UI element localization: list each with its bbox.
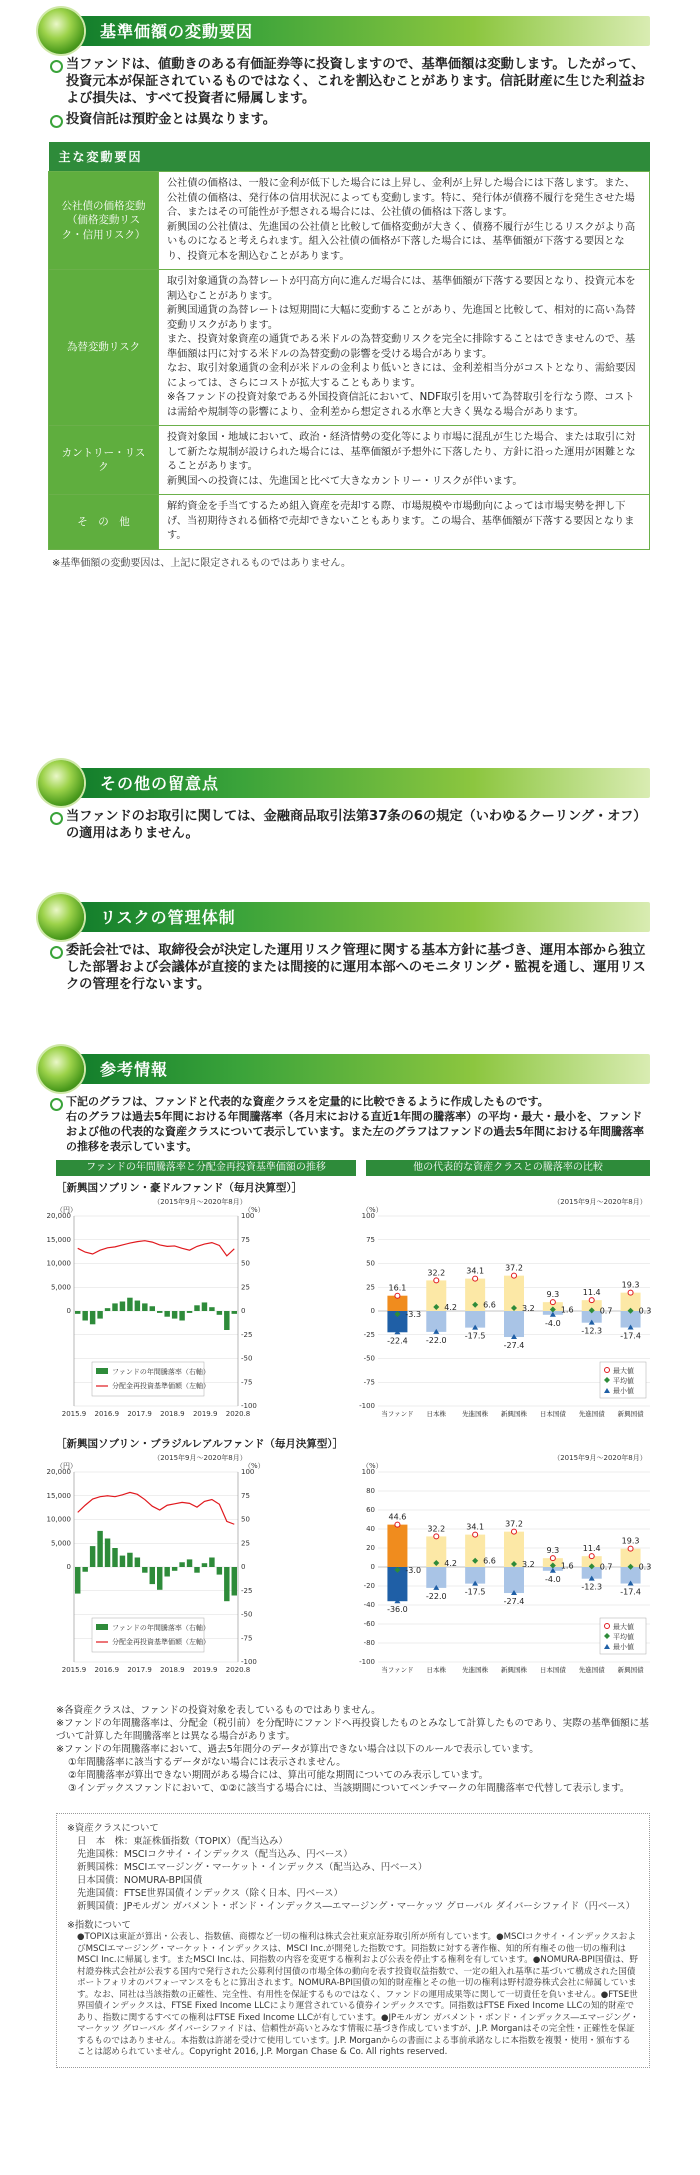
- x-tick: 2016.9: [94, 1410, 120, 1418]
- x-tick: 2019.9: [192, 1410, 218, 1418]
- category-label: 新興国株: [501, 1666, 527, 1674]
- x-tick: 2017.9: [127, 1666, 152, 1674]
- category-label: 当ファンド: [381, 1666, 414, 1674]
- return-bar: [105, 1539, 110, 1568]
- max-marker: [512, 1273, 517, 1278]
- min-bar: [426, 1311, 446, 1332]
- max-bar: [387, 1525, 407, 1567]
- legend-label: ファンドの年間騰落率（右軸）: [112, 1368, 210, 1376]
- max-label: 11.4: [582, 1544, 601, 1554]
- return-bar: [164, 1311, 169, 1317]
- y-tick: 0: [370, 1563, 375, 1571]
- risk-name: 公社債の価格変動 （価格変動リスク・信用リスク）: [49, 172, 159, 270]
- box-line: 新興国株：MSCIエマージング・マーケット・インデックス（配当込み、円ベース）: [77, 1862, 428, 1873]
- y-tick: -80: [363, 1639, 375, 1647]
- y-tick: 100: [361, 1212, 375, 1220]
- avg-label: 0.3: [638, 1562, 652, 1572]
- category-label: 日本株: [426, 1410, 447, 1418]
- min-label: -22.4: [387, 1336, 408, 1346]
- note-line: ※ファンドの年間騰落率は、分配金（税引前）を分配時にファンドへ再投資したものとみなして計算したものであり、実際の基準価額に基づいて計算した年間騰落率とは異なる場合があります。: [56, 1718, 649, 1742]
- min-bar: [426, 1567, 446, 1588]
- bullet-text: 下記のグラフは、ファンドと代表的な資産クラスを定量的に比較できるように作成したものです。: [48, 1094, 650, 1109]
- y-tick: 40: [366, 1525, 375, 1533]
- return-bar: [112, 1303, 117, 1311]
- y-tick: 0: [370, 1307, 375, 1315]
- category-label: 先進国株: [462, 1410, 489, 1418]
- return-bar: [164, 1567, 169, 1577]
- y-tick-right: -100: [241, 1402, 257, 1410]
- nav-line: [78, 1241, 235, 1256]
- min-label: -27.4: [503, 1341, 525, 1351]
- y-tick: -100: [359, 1658, 375, 1666]
- y-tick-right: 100: [241, 1212, 255, 1220]
- x-tick: 2017.9: [127, 1410, 152, 1418]
- min-label: -22.0: [425, 1335, 447, 1345]
- x-tick: 2018.9: [160, 1666, 185, 1674]
- risk-text: 投資対象国・地域において、政治・経済情勢の変化等により市場に混乱が生じた場合、または取引に対して新たな規制が設けられた場合には、基準価額が予想外に下落したり、方針に沿った運用が困難となることがあります。 新興国への投資には、先進国と比べて大きなカントリー・リスクが伴います。: [159, 426, 650, 495]
- min-label: -36.0: [387, 1605, 408, 1615]
- return-bar: [232, 1567, 237, 1596]
- note-line: ※各資産クラスは、ファンドの投資対象を表しているものではありません。: [56, 1705, 381, 1716]
- table-row: [49, 426, 650, 495]
- return-bar: [150, 1306, 155, 1311]
- box-line: 先進国債：FTSE世界国債インデックス（除く日本、円ベース）: [77, 1888, 343, 1899]
- avg-label: 0.3: [638, 1306, 652, 1316]
- max-marker: [589, 1298, 594, 1303]
- max-label: 9.3: [546, 1546, 560, 1556]
- period-label: （2015年9月～2020年8月）: [553, 1198, 647, 1206]
- min-label: -17.5: [464, 1587, 486, 1597]
- return-bar: [135, 1558, 140, 1568]
- y-tick-left: 20,000: [46, 1212, 71, 1220]
- max-label: 19.3: [621, 1280, 640, 1290]
- legend-label: 分配金再投資基準価額（左軸）: [112, 1382, 210, 1390]
- section-header-nav-factors: [0, 2, 700, 56]
- legend-label: 最大値: [613, 1623, 634, 1631]
- table-header: 主な変動要因: [49, 142, 650, 172]
- avg-label: 6.6: [483, 1556, 496, 1566]
- box-line: 日本国債：NOMURA-BPI国債: [77, 1875, 203, 1886]
- chart-area: [0, 1160, 700, 1700]
- max-marker: [550, 1556, 555, 1561]
- x-tick: 2019.9: [192, 1666, 218, 1674]
- return-bar: [194, 1567, 199, 1573]
- y-tick: 20: [366, 1544, 375, 1552]
- x-tick: 2016.9: [94, 1666, 120, 1674]
- return-bar: [217, 1311, 222, 1315]
- fund-name: ［新興国ソブリン・ブラジルレアルファンド（毎月決算型）］: [56, 1438, 344, 1450]
- table-row: [49, 172, 650, 270]
- box-line: 先進国株：MSCIコクサイ・インデックス（配当込み、円ベース）: [77, 1849, 353, 1860]
- legend-swatch-bar: [96, 1368, 108, 1374]
- y-tick-right: -50: [241, 1610, 253, 1619]
- y-tick-right: 25: [241, 1539, 250, 1548]
- min-label: -4.0: [545, 1318, 561, 1328]
- y-tick-left: 0: [66, 1307, 71, 1315]
- return-bar: [194, 1305, 199, 1311]
- return-bar: [150, 1567, 155, 1584]
- max-label: 19.3: [621, 1536, 640, 1546]
- legend-max-icon: [605, 1368, 610, 1373]
- y-tick-right: 75: [241, 1235, 250, 1244]
- x-tick: 2015.9: [61, 1410, 87, 1418]
- category-label: 当ファンド: [381, 1410, 414, 1418]
- y-tick: 60: [366, 1506, 375, 1514]
- avg-label: 4.2: [444, 1303, 458, 1313]
- category-label: 日本国債: [539, 1410, 566, 1418]
- section-header-reference: [0, 1040, 700, 1094]
- x-tick: 2015.9: [61, 1666, 87, 1674]
- return-bar: [75, 1567, 80, 1594]
- risk-table: [48, 142, 650, 550]
- y-tick: -20: [363, 1582, 375, 1590]
- min-label: -17.5: [464, 1331, 486, 1341]
- category-label: 新興国債: [617, 1410, 644, 1418]
- return-bar: [187, 1311, 192, 1313]
- avg-label: 4.2: [444, 1559, 458, 1569]
- charts-svg: [0, 1160, 700, 1700]
- return-bar: [97, 1531, 102, 1567]
- return-bar: [120, 1556, 125, 1567]
- risk-name: 為替変動リスク: [49, 270, 159, 426]
- max-label: 37.2: [505, 1263, 523, 1273]
- y-tick-left: 5,000: [50, 1539, 71, 1548]
- avg-label: 3.2: [522, 1559, 535, 1569]
- max-marker: [512, 1529, 517, 1534]
- y-tick: 25: [366, 1283, 375, 1292]
- return-bar: [82, 1311, 87, 1321]
- return-bar: [179, 1311, 184, 1321]
- return-bar: [209, 1558, 214, 1568]
- y-tick-right: -75: [241, 1634, 253, 1643]
- fund-name: ［新興国ソブリン・豪ドルファンド（毎月決算型）］: [56, 1182, 303, 1194]
- return-bar: [217, 1567, 222, 1575]
- y-tick-left: 5,000: [50, 1283, 71, 1292]
- max-marker: [434, 1278, 439, 1283]
- return-bar: [232, 1311, 237, 1314]
- box-line: 日 本 株：東証株価指数（TOPIX）（配当込み）: [77, 1836, 288, 1847]
- note-line: ③インデックスファンドにおいて、①②に該当する場合には、当該期間についてベンチマークの年間騰落率で代替して表示します。: [68, 1783, 630, 1794]
- globe-icon: [38, 8, 84, 54]
- avg-label: 3.2: [522, 1303, 535, 1313]
- asset-class-box: [56, 1813, 650, 2068]
- max-marker: [395, 1293, 400, 1298]
- max-marker: [473, 1276, 478, 1281]
- return-bar: [157, 1311, 162, 1313]
- note-line: ①年間騰落率に該当するデータがない場合には表示されません。: [68, 1757, 346, 1768]
- max-label: 32.2: [427, 1268, 446, 1278]
- category-label: 先進国債: [578, 1410, 605, 1418]
- risk-name: そ の 他: [49, 495, 159, 550]
- legend-label: 最大値: [613, 1367, 634, 1375]
- avg-label: -3.3: [405, 1310, 422, 1320]
- y-tick: -75: [363, 1378, 375, 1387]
- y-tick: 75: [366, 1235, 375, 1244]
- min-label: -12.3: [581, 1326, 603, 1336]
- y-tick-right: -50: [241, 1354, 253, 1363]
- legend-label: ファンドの年間騰落率（右軸）: [112, 1624, 210, 1632]
- max-marker: [628, 1546, 633, 1551]
- legend-max-icon: [605, 1624, 610, 1629]
- avg-label: 0.7: [599, 1306, 613, 1316]
- return-bar: [90, 1546, 95, 1567]
- return-bar: [142, 1303, 147, 1311]
- y-tick-right: -75: [241, 1378, 253, 1387]
- category-label: 新興国株: [501, 1410, 527, 1418]
- return-bar: [142, 1567, 147, 1573]
- bullet-text: 委託会社では、取締役会が決定した運用リスク管理に関する基本方針に基づき、運用本部から独立した部署および会議体が直接的または間接的に運用本部へのモニタリング・監視を通し、運用リスクの管理を行ないます。: [48, 942, 650, 993]
- note-line: ※ファンドの年間騰落率において、過去5年間分のデータが算出できない場合は以下のルールで表示しています。: [56, 1744, 539, 1755]
- risk-text: 解約資金を手当てするため組入資産を売却する際、市場規模や市場動向によっては市場実勢を押し下げ、当初期待される価格で売却できないこともあります。この場合、基準価額が下落する要因となります。: [159, 495, 650, 550]
- max-marker: [550, 1300, 555, 1305]
- box-title: ※指数について: [67, 1920, 131, 1931]
- max-label: 34.1: [466, 1522, 485, 1532]
- return-bar: [120, 1302, 125, 1312]
- avg-label: 0.7: [599, 1562, 613, 1572]
- max-marker: [434, 1534, 439, 1539]
- return-bar: [224, 1567, 229, 1601]
- legend-label: 平均値: [613, 1377, 634, 1385]
- section-title: 参考情報: [100, 1060, 169, 1079]
- period-label: （2015年9月～2020年8月）: [153, 1198, 247, 1206]
- category-label: 日本国債: [539, 1666, 566, 1674]
- y-tick-right: -25: [241, 1586, 253, 1595]
- y-tick: 50: [366, 1259, 375, 1268]
- avg-label: 6.6: [483, 1300, 496, 1310]
- left-chart-title: ファンドの年間騰落率と分配金再投資基準価額の推移: [56, 1160, 356, 1176]
- axis-unit: （円）: [56, 1462, 77, 1470]
- legend-label: 最小値: [613, 1643, 634, 1651]
- min-bar: [504, 1311, 524, 1337]
- max-marker: [589, 1554, 594, 1559]
- return-bar: [90, 1311, 95, 1324]
- y-tick-right: -100: [241, 1658, 257, 1666]
- return-bar: [187, 1559, 192, 1567]
- table-row: [49, 270, 650, 426]
- axis-unit: （%）: [362, 1462, 383, 1470]
- y-tick: 100: [361, 1468, 375, 1476]
- legend-label: 最小値: [613, 1387, 634, 1395]
- right-chart-title: 他の代表的な資産クラスとの騰落率の比較: [366, 1160, 650, 1176]
- y-tick-left: 10,000: [46, 1515, 71, 1524]
- max-label: 44.6: [388, 1512, 407, 1522]
- box-line: 新興国債：JPモルガン ガバメント・ボンド・インデックス―エマージング・マーケッツ グローバル ダイバーシファイド（円ベース）: [77, 1901, 636, 1912]
- y-tick-left: 0: [66, 1563, 71, 1571]
- category-label: 日本株: [426, 1666, 447, 1674]
- max-label: 34.1: [466, 1266, 485, 1276]
- axis-unit: （%）: [362, 1206, 383, 1214]
- globe-icon: [38, 760, 84, 806]
- risk-text: 取引対象通貨の為替レートが円高方向に進んだ場合には、基準価額が下落する要因となり、投資元本を割込むことがあります。 新興国通貨の為替レートは短期間に大幅に変動することがあり、先進国と比較して、相対的に高い為替変動リスクがあります。 また、投資対象資産の通貨である米ドルの為替変動リスクを完全に排除することはできませんので、基準価額は円に対する米ドルの為替変動の影響を受ける場合があります。 なお、取引対象通貨の金利が米ドルの金利より低いときには、金利差相当分がコストとなり、需給要因によっては、さらにコストが拡大することもあります。 ※各ファンドの投資対象である外国投資信託において、NDF取引を用いて為替取引を行なう際、コストは需給や規制等の影響により、金利差から想定される水準と大きく異なる場合があります。: [159, 270, 650, 426]
- y-tick-right: 50: [241, 1259, 250, 1268]
- y-tick-left: 15,000: [46, 1235, 71, 1244]
- y-tick-right: 0: [241, 1563, 246, 1571]
- max-label: 16.1: [388, 1283, 407, 1293]
- legend-label: 分配金再投資基準価額（左軸）: [112, 1638, 210, 1646]
- risk-name: カントリー・リスク: [49, 426, 159, 495]
- risk-text: 公社債の価格は、一般に金利が低下した場合には上昇し、金利が上昇した場合には下落します。また、公社債の価格は、発行体の信用状況によっても変動します。特に、発行体が債務不履行を発生させた場合、またはその可能性が予想される場合には、公社債の価格は下落します。 新興国の公社債は、先進国の公社債と比較して価格変動が大きく、債務不履行が生じるリスクがより高いものになると考えられます。組入公社債の価格が下落した場合には、基準価額が下落する要因となり、投資元本を割込むことがあります。: [159, 172, 650, 270]
- max-marker: [473, 1532, 478, 1537]
- x-tick: 2020.8: [225, 1410, 251, 1418]
- min-label: -4.0: [545, 1574, 561, 1584]
- return-bar: [179, 1562, 184, 1567]
- min-bar: [504, 1567, 524, 1593]
- axis-unit: （%）: [244, 1462, 265, 1470]
- box-text: ●TOPIXは東証が算出・公表し、指数値、商標など一切の権利は株式会社東京証券取引所が所有しています。●MSCIコクサイ・インデックスおよびMSCIエマージング・マーケット・インデックスは、MSCI Inc.が開発した指数です。同指数に対する著作権、知的所有権その他一切の権利はMSCI Inc.に帰属します。またMSCI Inc.は、同指数の内容を変更する権利および公表を停止する権利を有しています。●NOMURA-BPI国債は、野村證券株式会社が公表する国内で発行された公募利付国債の市場全体の動向を表す投資収益指数で、一定の組入れ基準に基づいて構成された国債ポートフォリオのパフォーマンスをもとに算出されます。NOMURA-BPI国債の知的財産権とその他一切の権利は野村證券株式会社に帰属しています。なお、同社は当該指数の正確性、完全性、有用性を保証するものではなく、ファンドの運用成果等に関して一切責任を負いません。●FTSE世界国債インデックスは、FTSE Fixed Income LLCにより運営されている債券インデックスです。同指数はFTSE Fixed Income LLCの知的財産であり、指数に関するすべての権利はFTSE Fixed Income LLCが有しています。●JPモルガン ガバメント・ボンド・インデックス―エマージング・マーケッツ グローバル ダイバーシファイドは、信頼性が高いとみなす情報に基づき作成していますが、J.P. Morganはその完全性・正確性を保証するものではありません。本指数は許諾を受けて使用しています。J.P. Morganからの書面による事前承諾なしに本指数を複製・使用・頒布することは認められていません。Copyright 2016, J.P. Morgan Chase & Co. All rights reserved.: [77, 1932, 639, 2057]
- footnote: ※基準価額の変動要因は、上記に限定されるものではありません。: [52, 557, 351, 569]
- return-bar: [97, 1311, 102, 1319]
- legend-swatch-bar: [96, 1624, 108, 1630]
- y-tick-left: 15,000: [46, 1491, 71, 1500]
- y-tick: -25: [363, 1330, 375, 1339]
- y-tick: -50: [363, 1354, 375, 1363]
- max-marker: [628, 1290, 633, 1295]
- section-title: リスクの管理体制: [100, 908, 236, 927]
- x-tick: 2020.8: [225, 1666, 251, 1674]
- max-marker: [395, 1522, 400, 1527]
- return-bar: [127, 1553, 132, 1567]
- y-tick-left: 20,000: [46, 1468, 71, 1476]
- y-tick-right: 0: [241, 1307, 246, 1315]
- y-tick: -60: [363, 1620, 375, 1628]
- return-bar: [135, 1301, 140, 1311]
- min-label: -12.3: [581, 1582, 603, 1592]
- globe-icon: [38, 894, 84, 940]
- return-bar: [157, 1567, 162, 1590]
- return-bar: [202, 1302, 207, 1311]
- y-tick: 80: [366, 1487, 375, 1495]
- table-row: [49, 495, 650, 550]
- period-label: （2015年9月～2020年8月）: [553, 1454, 647, 1462]
- max-label: 9.3: [546, 1290, 560, 1300]
- section-header-other-notes: [0, 754, 700, 808]
- return-bar: [127, 1298, 132, 1311]
- chart-notes: [0, 1704, 700, 2068]
- section-title: その他の留意点: [100, 774, 220, 793]
- y-tick-left: 10,000: [46, 1259, 71, 1268]
- y-tick: -100: [359, 1402, 375, 1410]
- max-label: 32.2: [427, 1524, 446, 1534]
- section-header-risk-management: [0, 888, 700, 942]
- category-label: 先進国株: [462, 1666, 489, 1674]
- max-label: 37.2: [505, 1519, 523, 1529]
- avg-label: 1.6: [560, 1561, 574, 1571]
- return-bar: [112, 1548, 117, 1567]
- return-bar: [172, 1567, 177, 1571]
- y-tick-right: 25: [241, 1283, 250, 1292]
- min-label: -22.0: [425, 1591, 447, 1601]
- min-label: -17.4: [620, 1587, 641, 1597]
- x-tick: 2018.9: [160, 1410, 185, 1418]
- return-bar: [202, 1563, 207, 1567]
- category-label: 先進国債: [578, 1666, 605, 1674]
- y-tick-right: 75: [241, 1491, 250, 1500]
- box-title: ※資産クラスについて: [67, 1823, 159, 1834]
- bullet-text: 当ファンドは、値動きのある有価証券等に投資しますので、基準価額は変動します。したがって、投資元本が保証されているものではなく、これを割込むことがあります。信託財産に生じた利益および損失は、すべて投資者に帰属します。: [48, 56, 650, 107]
- bullet-text: 当ファンドのお取引に関しては、金融商品取引法第37条の6の規定（いわゆるクーリング・オフ）の適用はありません。: [48, 808, 650, 842]
- axis-unit: （円）: [56, 1206, 77, 1214]
- globe-icon: [38, 1046, 84, 1092]
- min-label: -27.4: [503, 1597, 525, 1607]
- return-bar: [105, 1308, 110, 1311]
- bullet-text: 投資信託は預貯金とは異なります。: [48, 111, 650, 128]
- section-title: 基準価額の変動要因: [100, 22, 254, 41]
- y-tick: -40: [363, 1601, 375, 1609]
- axis-unit: （%）: [244, 1206, 265, 1214]
- y-tick-right: 50: [241, 1515, 250, 1524]
- avg-label: 1.6: [560, 1305, 574, 1315]
- return-bar: [224, 1311, 229, 1330]
- category-label: 新興国債: [617, 1666, 644, 1674]
- legend-label: 平均値: [613, 1633, 634, 1641]
- max-label: 11.4: [582, 1288, 601, 1298]
- return-bar: [75, 1311, 80, 1314]
- y-tick-right: -25: [241, 1330, 253, 1339]
- min-label: -17.4: [620, 1331, 641, 1341]
- bullet-text-cont: 右のグラフは過去5年間における年間騰落率（各月末における直近1年間の騰落率）の平均・最大・最小を、ファンドおよび他の代表的な資産クラスについて表示しています。また左のグラフはファンドの過去5年間における年間騰落率の推移を表示しています。: [66, 1110, 644, 1153]
- note-line: ②年間騰落率が算出できない期間がある場合には、算出可能な期間についてのみ表示しています。: [68, 1770, 489, 1781]
- avg-label: -3.0: [405, 1565, 422, 1575]
- return-bar: [172, 1311, 177, 1319]
- y-tick-right: 100: [241, 1468, 255, 1476]
- period-label: （2015年9月～2020年8月）: [153, 1454, 247, 1462]
- return-bar: [82, 1567, 87, 1572]
- return-bar: [209, 1307, 214, 1311]
